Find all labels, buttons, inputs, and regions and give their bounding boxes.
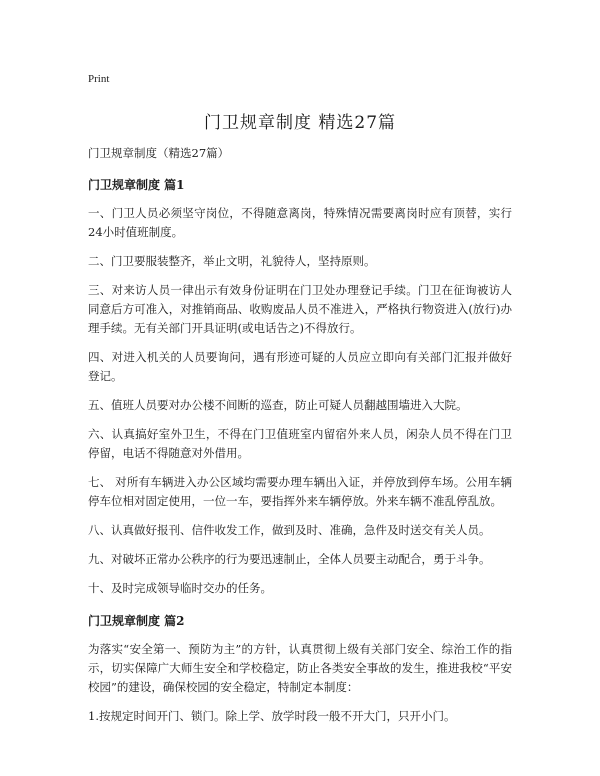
print-link[interactable]: Print xyxy=(88,73,110,85)
section-1 xyxy=(88,176,512,598)
paragraph: 四、对进入机关的人员要询问，遇有形迹可疑的人员应立即向有关部门汇报并做好登记。 xyxy=(88,350,512,383)
paragraph: 八、认真做好报刊、信件收发工作，做到及时、准确，急件及时送交有关人员。 xyxy=(88,523,491,537)
paragraph: 七、 对所有车辆进入办公区域均需要办理车辆出入证，并停放到停车场。公用车辆停车位相对固定使用，一位一车，要指挥外来车辆停放。外来车辆不准乱停乱放。 xyxy=(88,475,512,508)
document-subtitle: 门卫规章制度（精选27篇） xyxy=(88,146,230,160)
paragraph: 十、及时完成领导临时交办的任务。 xyxy=(88,581,272,595)
paragraph: 六、认真搞好室外卫生，不得在门卫值班室内留宿外来人员，闲杂人员不得在门卫停留，电话不得随意对外借用。 xyxy=(88,427,512,460)
section-2 xyxy=(88,612,512,726)
paragraph: 九、对破坏正常办公秩序的行为要迅速制止，全体人员要主动配合，勇于斗争。 xyxy=(88,552,491,566)
paragraph: 五、值班人员要对办公楼不间断的巡查，防止可疑人员翻越围墙进入大院。 xyxy=(88,398,468,412)
section-heading: 门卫规章制度 篇1 xyxy=(88,178,185,192)
paragraph: 为落实“安全第一、预防为主”的方针，认真贯彻上级有关部门安全、综治工作的指示，切实保障广大师生安全和学校稳定，防止各类安全事故的发生，推进我校“平安校园”的建设，确保校园的安全稳定，特制定本制度： xyxy=(88,642,512,694)
paragraph: 1.按规定时间开门、锁门。除上学、放学时段一般不开大门，只开小门。 xyxy=(88,709,456,723)
paragraph: 三、对来访人员一律出示有效身份证明在门卫处办理登记手续。门卫在征询被访人同意后方可准入，对推销商品、收购废品人员不准进入，严格执行物资进入(放行)办理手续。无有关部门开具证明(或电话告之)不得放行。 xyxy=(88,283,512,335)
section-heading: 门卫规章制度 篇2 xyxy=(88,614,185,628)
document-title: 门卫规章制度 精选27篇 xyxy=(203,113,397,133)
paragraph: 二、门卫要服装整齐，举止文明，礼貌待人，坚持原则。 xyxy=(88,254,376,268)
paragraph: 一、门卫人员必须坚守岗位，不得随意离岗，特殊情况需要离岗时应有顶替，实行24小时值班制度。 xyxy=(88,206,512,239)
